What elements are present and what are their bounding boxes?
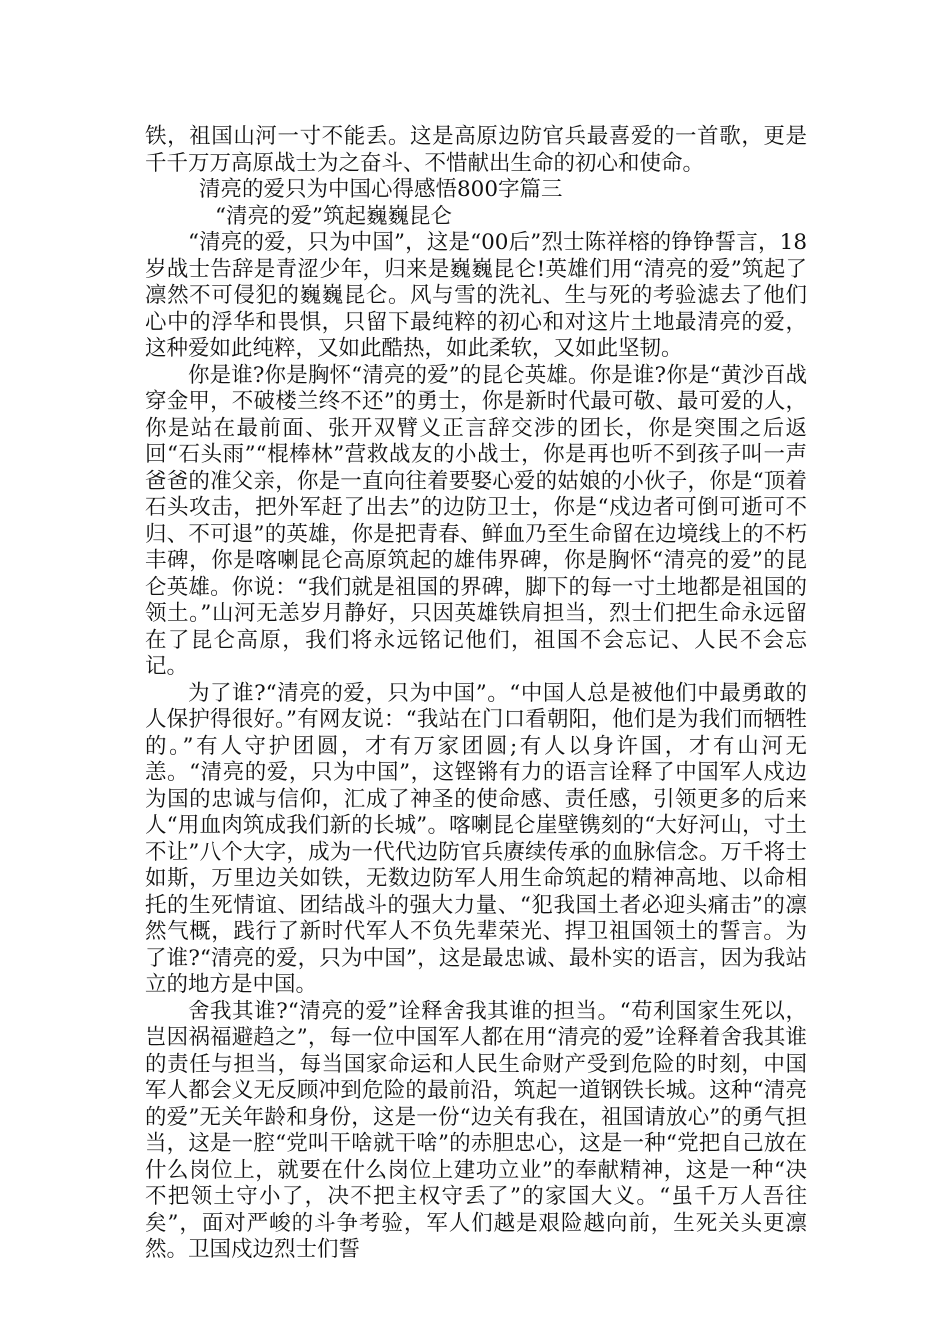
body-paragraph-4: 舍我其谁?“清亮的爱”诠释舍我其谁的担当。“苟利国家生死以，岂因祸福避趋之”，每一位中国军人都在用“清亮的爱”诠释着舍我其谁的责任与担当，每当国家命运和人民生命财产受到危险的时刻，中国军人都会义无反顾冲到危险的最前沿，筑起一道钢铁长城。这种“清亮的爱”无关年龄和身份，这是一份“边关有我在，祖国请放心”的勇气担当，这是一腔“党叫干啥就干啥”的赤胆忠心，这是一种“党把自己放在什么岗位上，就要在什么岗位上建功立业”的奉献精神，这是一种“决不把领土守小了，决不把主权守丢了”的家国大义。“虽千万人吾往矣”，面对严峻的斗争考验，军人们越是艰险越向前，生死关头更凛然。卫国戍边烈士们誓	[145, 998, 807, 1262]
body-paragraph-2: 你是谁?你是胸怀“清亮的爱”的昆仑英雄。你是谁?你是“黄沙百战穿金甲，不破楼兰终不还”的勇士，你是新时代最可敬、最可爱的人，你是站在最前面、张开双臂义正言辞交涉的团长，你是突围之后返回“石头雨”“棍棒林”营救战友的小战士，你是再也听不到孩子叫一声爸爸的准父亲，你是一直向往着要娶心爱的姑娘的小伙子，你是“顶着石头攻击，把外军赶了出去”的边防卫士，你是“戍边者可倒可逝可不归、不可退”的英雄，你是把青春、鲜血乃至生命留在边境线上的不朽丰碑，你是喀喇昆仑高原筑起的雄伟界碑，你是胸怀“清亮的爱”的昆仑英雄。你说：“我们就是祖国的界碑，脚下的每一寸土地都是祖国的领土。”山河无恙岁月静好，只因英雄铁肩担当，烈士们把生命永远留在了昆仑高原，我们将永远铭记他们，祖国不会忘记、人民不会忘记。	[145, 362, 807, 679]
body-paragraph-3: 为了谁?“清亮的爱，只为中国”。“中国人总是被他们中最勇敢的人保护得很好。”有网友说：“我站在门口看朝阳，他们是为我们而牺牲的。”有人守护团圆，才有万家团圆;有人以身许国，才有山河无恙。“清亮的爱，只为中国”，这铿锵有力的语言诠释了中国军人戍边为国的忠诚与信仰，汇成了神圣的使命感、责任感，引领更多的后来人“用血肉筑成我们新的长城”。喀喇昆仑崖壁镌刻的“大好河山，寸土不让”八个大字，成为一代代边防官兵赓续传承的血脉信念。万千将士如斯，万里边关如铁，无数边防军人用生命筑起的精神高地、以命相托的生死情谊、团结战斗的强大力量、“犯我国土者必迎头痛击”的凛然气概，践行了新时代军人不负先辈荣光、捍卫祖国领土的誓言。为了谁?“清亮的爱，只为中国”，这是最忠诚、最朴实的语言，因为我站立的地方是中国。	[145, 680, 807, 997]
body-paragraph-1: “清亮的爱，只为中国”，这是“00后”烈士陈祥榕的铮铮誓言，18岁战士告辞是青涩少年，归来是巍巍昆仑!英雄们用“清亮的爱”筑起了凛然不可侵犯的巍巍昆仑。风与雪的洗礼、生与死的考验滤去了他们心中的浮华和畏惧，只留下最纯粹的初心和对这片土地最清亮的爱，这种爱如此纯粹，又如此酷热，如此柔软，又如此坚韧。	[145, 230, 807, 361]
section-subtitle: “清亮的爱”筑起巍巍昆仑	[215, 203, 452, 229]
document-page	[145, 124, 807, 1264]
continuation-paragraph: 铁，祖国山河一寸不能丢。这是高原边防官兵最喜爱的一首歌，更是千千万万高原战士为之奋斗、不惜献出生命的初心和使命。	[145, 124, 807, 176]
section-title: 清亮的爱只为中国心得感悟800字篇三	[199, 177, 563, 202]
